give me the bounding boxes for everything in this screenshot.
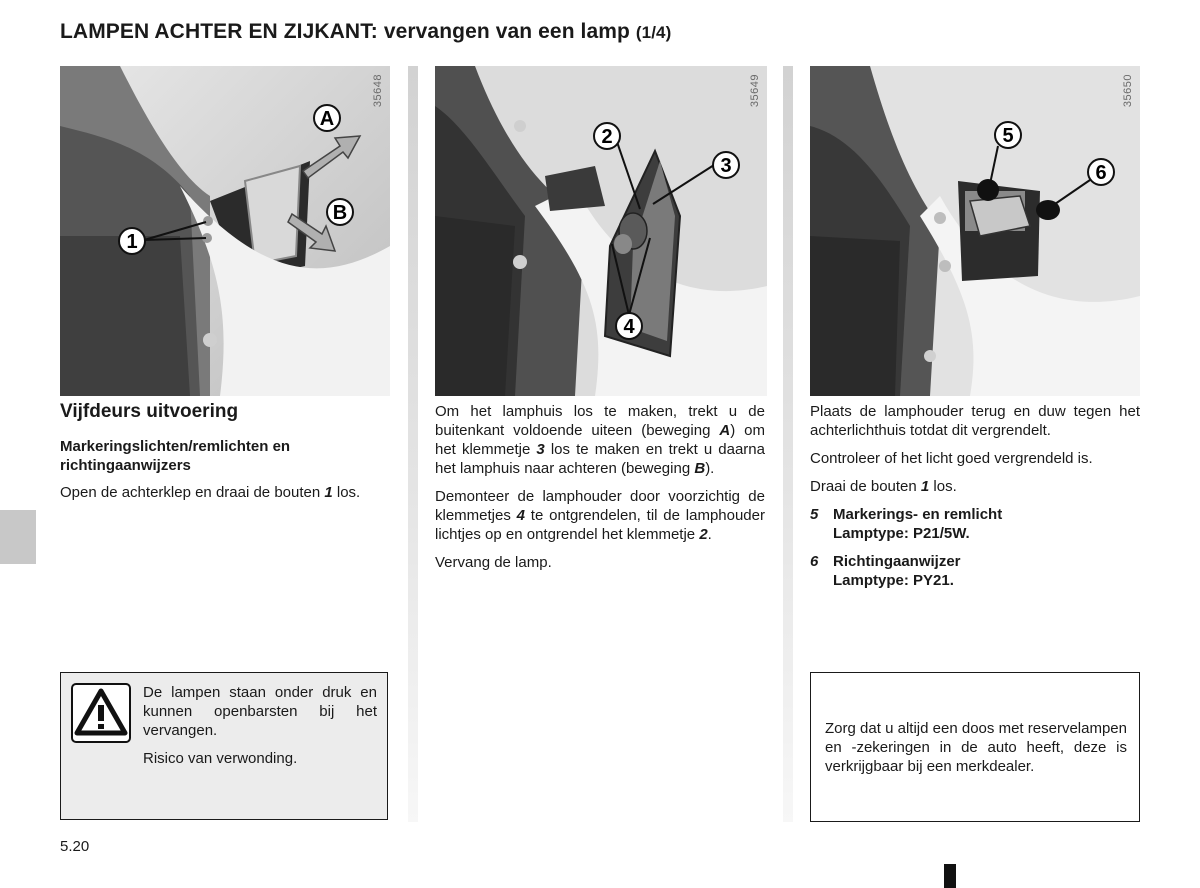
- page-title: [60, 20, 671, 44]
- info-text: Zorg dat u altijd een doos met reservelampen en -zekeringen in de auto heeft, deze is verkrijgbaar bij een merkdealer.: [825, 720, 1127, 775]
- photo-lamp-holder-bulbs: [810, 66, 1140, 396]
- lamp-type: Lamptype: PY21.: [833, 572, 954, 589]
- ref-number: 1: [324, 484, 333, 501]
- callout-A: A: [319, 108, 335, 130]
- text-span: Om het lamphuis los te maken, trekt u de buitenkant voldoende uiteen (beweging: [435, 403, 765, 439]
- lamp-name: Richtingaanwijzer: [833, 553, 961, 570]
- title-main: LAMPEN ACHTER EN ZIJKANT: vervangen van een lamp: [60, 20, 630, 43]
- instruction-refit-holder: Plaats de lamphouder terug en duw tegen het achterlichthuis totdat dit vergrendelt.: [810, 403, 1140, 439]
- photo-reference-number: 35649: [749, 74, 761, 108]
- photo-2-illustration: [435, 66, 767, 396]
- text-span: Open de achterklep en draai de bouten: [60, 484, 325, 501]
- lamp-name: Markerings- en remlicht: [833, 506, 1003, 523]
- text-span: los.: [929, 478, 957, 495]
- photo-tail-light-bolts: [60, 66, 390, 396]
- ref-number: 3: [536, 441, 545, 458]
- text-span: ) om het klemmetje: [435, 422, 766, 458]
- callout-B: B: [332, 202, 348, 224]
- warning-text-2: Risico van verwonding.: [143, 750, 298, 767]
- section-heading: Vijfdeurs uitvoering: [60, 401, 239, 422]
- lamp-list-item-6: [810, 552, 1140, 590]
- list-item-number: 6: [810, 553, 819, 570]
- list-item-text: [833, 505, 1002, 543]
- instruction-check-lock: Controleer of het licht goed vergrendeld is.: [810, 450, 1093, 467]
- instruction-remove-housing: [435, 402, 765, 478]
- warning-text: [143, 683, 377, 777]
- callout-1: 1: [126, 231, 138, 253]
- text-span: los te maken en trekt u daarna het lamphuis naar achteren (beweging: [435, 441, 765, 477]
- instruction-remove-holder: [435, 487, 765, 544]
- chapter-tab: [0, 510, 36, 564]
- callout-4: 4: [623, 316, 635, 338]
- text-span: .: [707, 526, 712, 543]
- column-3-text: [810, 402, 1140, 599]
- text-span: ).: [705, 460, 715, 477]
- column-2-text: [435, 402, 765, 581]
- text-span: Draai de bouten: [810, 478, 921, 495]
- column-divider-1: [408, 66, 418, 822]
- list-item-number: 5: [810, 506, 819, 523]
- photo-reference-number: 35650: [1122, 74, 1134, 108]
- column-1-text: [60, 402, 390, 511]
- ref-letter: B: [694, 460, 706, 477]
- text-span: los.: [332, 484, 361, 501]
- photo-lamp-housing-removal: [435, 66, 767, 396]
- instruction-replace-lamp: Vervang de lamp.: [435, 554, 552, 571]
- info-box: [810, 672, 1140, 822]
- photo-reference-number: 35648: [372, 74, 384, 108]
- subsection-heading: Markeringslichten/remlichten en richtingaanwijzers: [60, 438, 291, 474]
- photo-3-illustration: [810, 66, 1140, 396]
- column-divider-2: [783, 66, 793, 822]
- list-item-text: [833, 552, 961, 590]
- lamp-list-item-5: [810, 505, 1140, 543]
- photo-1-illustration: [60, 66, 390, 396]
- callout-6: 6: [1095, 162, 1107, 184]
- ref-number: 4: [516, 507, 525, 524]
- text-span: te ontgrendelen, til de lamphouder lichtjes op en ontgrendel het klemmetje: [435, 507, 765, 543]
- title-part: (1/4): [635, 23, 672, 42]
- ref-number: 1: [920, 478, 930, 495]
- text-span: Demonteer de lamphouder door voorzichtig de klemmetjes: [435, 488, 765, 524]
- warning-text-1: De lampen staan onder druk en kunnen openbarsten bij het vervangen.: [143, 684, 377, 739]
- instruction-open-tailgate: [60, 483, 390, 502]
- callout-3: 3: [720, 155, 732, 177]
- callout-5: 5: [1002, 125, 1014, 147]
- ref-number: 2: [699, 526, 708, 543]
- instruction-loosen-bolts: [810, 477, 1140, 496]
- warning-box: [60, 672, 388, 820]
- ref-letter: A: [719, 422, 731, 439]
- callout-2: 2: [601, 126, 613, 148]
- edge-marker: [944, 864, 956, 888]
- lamp-type: Lamptype: P21/5W.: [833, 525, 970, 542]
- warning-triangle-icon: [71, 683, 131, 748]
- page-number: 5.20: [60, 838, 90, 855]
